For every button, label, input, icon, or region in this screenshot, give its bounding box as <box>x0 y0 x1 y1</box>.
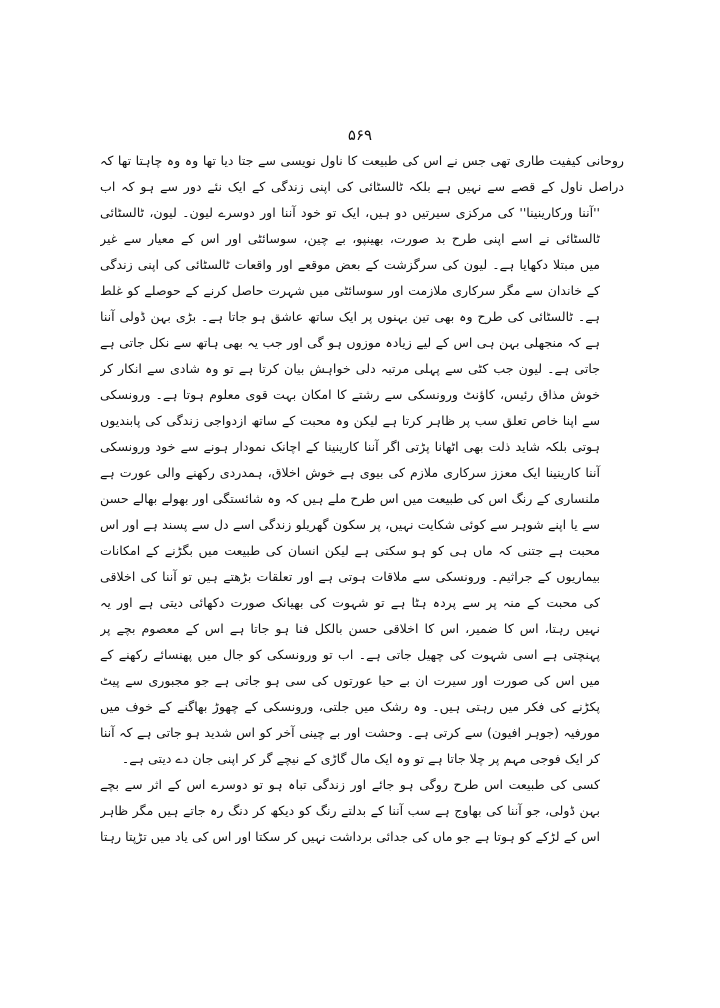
text-line: ہے۔ ٹالسٹائی کی طرح وہ بھی تین بہنوں پر ایک ساتھ عاشق ہو جاتا ہے۔ بڑی بہن ڈولی آننا <box>100 309 600 324</box>
text-line: روحانی کیفیت طاری تھی جس نے اس کی طبیعت کا ناول نویسی سے جتا دیا تھا وہ وہ چاہتا تھا کہ <box>100 153 624 168</box>
text-line: بہن ڈولی، جو آننا کی بھاوج ہے سب آننا کے بدلتے رنگ کو دیکھ کر دنگ رہ جاتے ہیں مگر ظاہر <box>100 803 600 818</box>
text-line: سے اپنا خاص تعلق سب پر ظاہر کرتا ہے لیکن وہ محبت کے ساتھ ازدواجی زندگی کی پابندیوں <box>100 413 600 428</box>
text-line: مورفیہ (جوہر افیون) سے کرتی ہے۔ وحشت اور بے چینی آخر کو اس شدید ہو جاتی ہے کہ آننا <box>100 725 600 740</box>
text-line: ''آننا ورکارینینا'' کی مرکزی سیرتیں دو ہیں، ایک تو خود آننا اور دوسرے لیون۔ لیون، ٹالسٹائی <box>100 205 600 220</box>
body-text <box>100 148 624 850</box>
text-line: بیماریوں کے جراثیم۔ ورونسکی سے ملاقات ہوتی ہے اور تعلقات بڑھتے ہیں تو آننا کی اخلاقی <box>100 569 600 584</box>
text-line: کی محبت کے منہ پر سے پردہ ہٹا ہے تو شہوت کی بھیانک صورت دکھائی دیتی ہے اور یہ <box>100 595 600 610</box>
text-line: نہیں رہتا، اس کا ضمیر، اس کا اخلاقی حسن بالکل فنا ہو جاتا ہے اس کے معصوم بچے پر <box>100 621 600 636</box>
text-line: ہے کہ منجھلی بہن ہی اس کے لیے زیادہ موزوں ہو گی اور جب یہ بھی ہاتھ سے نکل جاتی ہے <box>100 335 600 350</box>
text-line: ملنساری کے رنگ اس کی طبیعت میں اس طرح ملے ہیں کہ وہ شائستگی اور بھولے بھالے حسن <box>100 491 600 506</box>
text-line: اس کے لڑکے کو ہوتا ہے جو ماں کی جدائی برداشت نہیں کر سکتا اور اس کی یاد میں تڑپتا رہتا <box>100 829 600 844</box>
text-line: کر ایک فوجی مہم پر چلا جاتا ہے تو وہ ایک مال گاڑی کے نیچے گر کر اپنی جان دے دیتی ہے۔ <box>121 751 600 766</box>
text-line: آننا کارینینا ایک معزز سرکاری ملازم کی بیوی ہے خوش اخلاق، ہمدردی رکھنے والی عورت ہے <box>100 465 600 480</box>
text-line: خوش مذاق رئیس، کاؤنٹ ورونسکی سے رشتے کا امکان بہت قوی معلوم ہوتا ہے۔ ورونسکی <box>100 387 600 402</box>
text-line: محبت ہے جتنی کہ ماں ہی کو ہو سکتی ہے لیکن انسان کی طبیعت میں بگڑنے کے امکانات <box>100 543 600 558</box>
text-line: ٹالسٹائی نے اسے اپنی طرح بد صورت، بھینپو، بے چین، سوسائٹی اور اس کے معیار سے غیر <box>100 231 600 246</box>
paragraph <box>100 200 624 460</box>
paragraph-list <box>100 148 624 850</box>
text-line: کے خاندان سے مگر سرکاری ملازمت اور سوسائٹی میں شہرت حاصل کرنے کے حوصلے کو غلط <box>100 283 600 298</box>
paragraph <box>100 148 624 200</box>
text-line: جاتی ہے۔ لیون جب کٹی سے پہلی مرتبہ دلی خواہش بیان کرتا ہے تو وہ شادی سے انکار کر <box>100 361 600 376</box>
text-line: ہوتی بلکہ شاید ذلت بھی اٹھانا پڑتی اگر آننا کارینینا کے اچانک نمودار ہونے سے خود ورونسکی <box>100 439 600 454</box>
page-number: ۵۶۹ <box>347 126 373 144</box>
text-line: پکڑنے کی فکر میں رہتی ہیں۔ وہ رشک میں جلتی، ورونسکی کے چھوڑ بھاگنے کے خوف میں <box>100 699 600 714</box>
text-line: میں اس کی صورت اور سیرت ان بے حیا عورتوں کی سی ہو جاتی ہے جو مجبوری سے پیٹ <box>100 673 600 688</box>
paragraph <box>100 772 624 850</box>
text-line: دراصل ناول کے قصے سے نہیں ہے بلکہ ٹالسٹائی کی اپنی زندگی کے ایک نئے دور سے ہو کہ اب <box>100 179 624 194</box>
text-line: میں مبتلا دکھایا ہے۔ لیون کی سرگزشت کے بعض موقعے اور واقعات ٹالسٹائی کی اپنی زندگی <box>100 257 600 272</box>
paragraph <box>100 460 624 772</box>
text-line: کسی کی طبیعت اس طرح روگی ہو جائے اور زندگی تباہ ہو تو دوسرے اس کے اثر سے بچے <box>100 777 600 792</box>
text-line: پہنچتی ہے اسی شہوت کی چھیل جاتی ہے۔ اب تو ورونسکی کو جال میں پھنسائے رکھنے کے <box>100 647 600 662</box>
text-line: سے یا اپنے شوہر سے کوئی شکایت نہیں، پر سکون گھریلو زندگی اسے دل سے پسند ہے اور اس <box>100 517 600 532</box>
